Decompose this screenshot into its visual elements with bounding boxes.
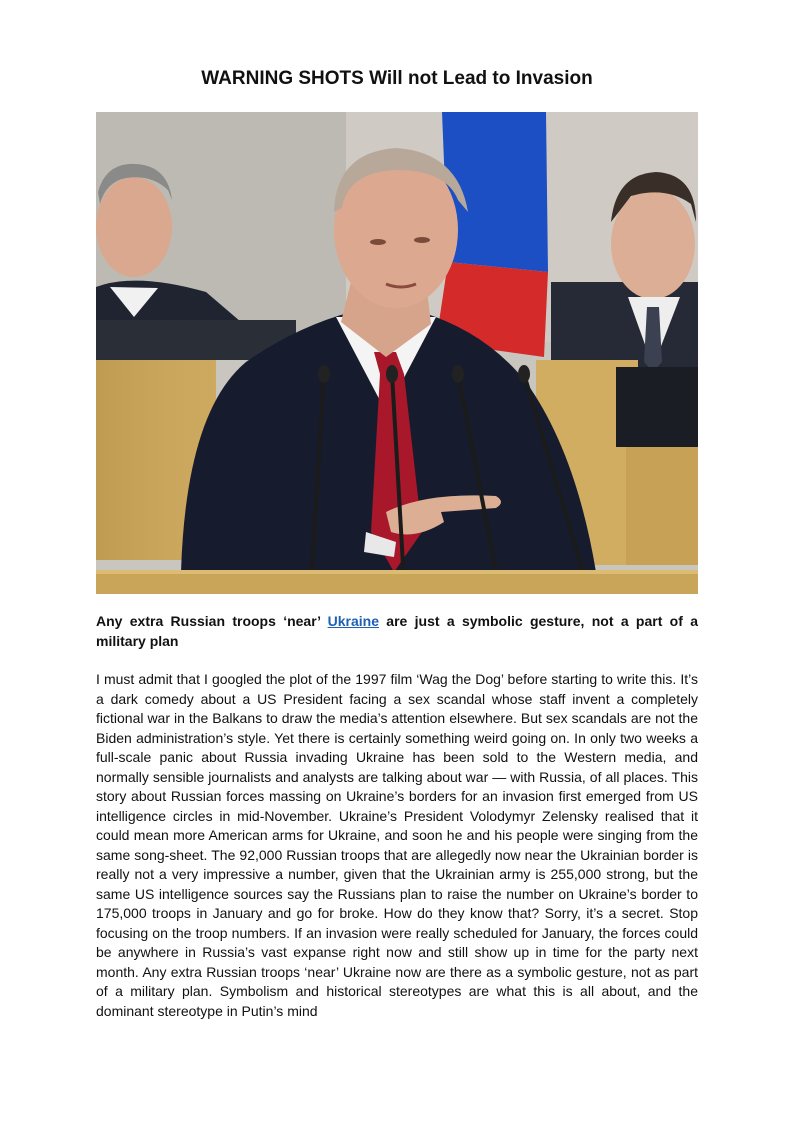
article-subtitle — [96, 611, 698, 651]
subtitle-text-end: are just a symbolic gesture, not a part of a military plan — [96, 613, 698, 649]
ukraine-link[interactable]: Ukraine — [327, 613, 379, 629]
article-body: I must admit that I googled the plot of the 1997 film ‘Wag the Dog’ before starting to write this. It’s a dark comedy about a US President facing a sex scandal whose staff invent a completely fictional war in the Balkans to draw the media’s attention elsewhere. But sex scandals are not the Biden administration’s style. Yet there is certainly something weird going on. In only two weeks a full-scale panic about Russia invading Ukraine has been sold to the Western media, and normally sensible journalists and analysts are talking about war — with Russia, of all places. This story about Russian forces massing on Ukraine’s borders for an invasion first emerged from US intelligence circles in mid-November. Ukraine’s President Volodymyr Zelensky realised that it could mean more American arms for Ukraine, and soon he and his people were singing from the same song-sheet. The 92,000 Russian troops that are allegedly now near the Ukrainian border is really not a very impressive a number, given that the Ukrainian army is 255,000 strong, but the same US intelligence sources say the Russians plan to raise the number on Ukraine’s border to 175,000 troops in January and go for broke. How do they know that? Sorry, it’s a secret. Stop focusing on the troop numbers. If an invasion were really scheduled for January, the forces could be anywhere in Russia’s vast expanse right now and still show up in time for the party next month. Any extra Russian troops ‘near’ Ukraine now are there as a symbolic gesture, not as part of a military plan. Symbolism and historical stereotypes are what this is all about, and the dominant stereotype in Putin’s mind — [96, 671, 698, 1019]
article-photo — [96, 112, 698, 594]
article-title: WARNING SHOTS Will not Lead to Invasion — [201, 68, 593, 89]
subtitle-text-start: Any extra Russian troops ‘near’ — [96, 613, 328, 629]
